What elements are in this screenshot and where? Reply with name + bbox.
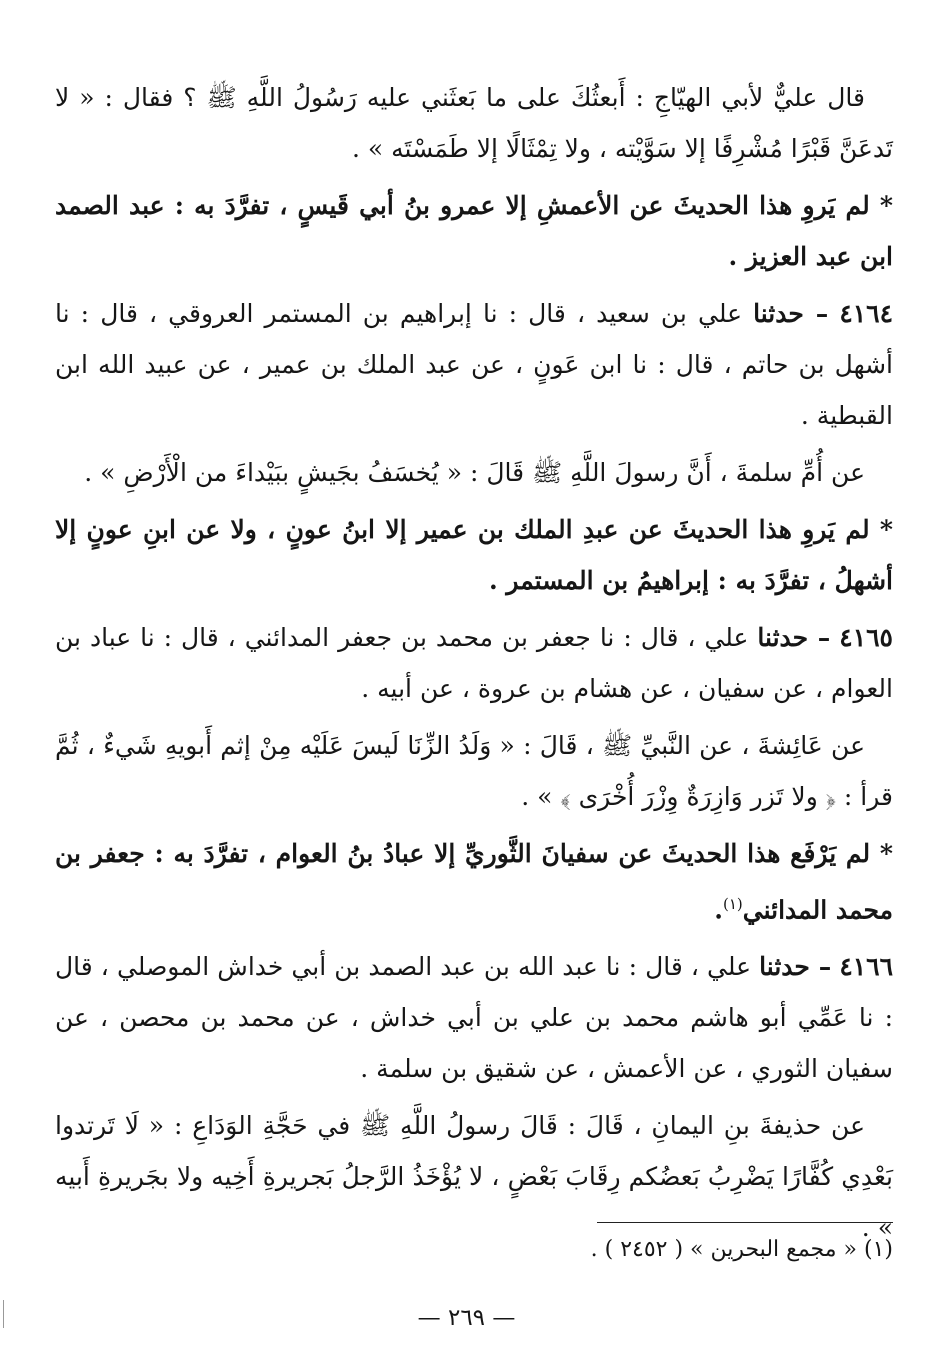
paragraph-hadith-4165 [55, 612, 893, 714]
hadith-lead: – حدثنا [759, 952, 832, 982]
commentary-end: . [714, 895, 723, 925]
paragraph-hadith-text: عن عَائِشةَ ، عن النَّبيِّ ﷺ ، قَالَ : « وَلَدُ الزِّنَا لَيسَ عَلَيْه مِنْ إثم أَبويهِ شَيءٌ ، ثُمَّ قرأ : ﴿ ولا تَزر وَازِرَةٌ وِزْرَ أُخْرَى ﴾ » . [55, 731, 893, 811]
footnote-divider [597, 1222, 893, 1223]
paragraph-hadith-text: قال عليٌّ لأبي الهيّاجِ : أَبعثُكَ على ما بَعثَني عليه رَسُولُ اللَّهِ ﷺ ؟ فقال : « لا تَدعَنَّ قَبْرًا مُشْرِفًا إلا سَوَّيْته ، ولا تِمْثَالًا إلا طَمَسْتَه » . [55, 83, 893, 163]
paragraph-hadith-text: عن أُمِّ سلمةَ ، أَنَّ رسولَ اللَّهِ ﷺ قَالَ : « يُخسَفُ بجَيشٍ ببَيْداءَ من الْأَرْضِ » . [84, 458, 865, 487]
hadith-number: ٤١٦٤ [839, 299, 894, 328]
paragraph-commentary: * لم يَروِ هذا الحديثَ عن عبدِ الملك بن عمير إلا ابنُ عونٍ ، ولا عن ابنِ عونٍ إلا أشهلُ ، تفرَّدَ به : إبراهيمُ بن المستمر . [55, 515, 893, 595]
hadith-isnad: علي ، قال : نا جعفر بن محمد بن جعفر المدائني ، قال : نا عباد بن العوام ، عن سفيان ، عن هشام بن عروة ، عن أبيه . [55, 623, 893, 703]
commentary-text: * لم يَرْفَع هذا الحديثَ عن سفيانَ الثَّوريِّ إلا عبادُ بنُ العوام ، تفرَّدَ به : جعفر بن محمد المدائني [55, 839, 893, 925]
page-number: — ٢٦٩ — [417, 1305, 516, 1331]
main-text [55, 72, 893, 1259]
paragraph-commentary [55, 828, 893, 935]
hadith-lead: – حدثنا [757, 623, 831, 652]
hadith-isnad: علي ، قال : نا عبد الله بن عبد الصمد بن أبي خداش الموصلي ، قال : نا عَمِّي أبو هاشم محمد بن علي بن أبي خداش ، عن محمد بن محصن ، عن سفيان الثوري ، عن الأعمش ، عن شقيق بن سلمة . [55, 952, 893, 1084]
hadith-lead: – حدثنا [753, 299, 829, 328]
paragraph-hadith-4166 [55, 941, 893, 1094]
hadith-isnad: علي بن سعيد ، قال : نا إبراهيم بن المستمر العروقي ، قال : نا أشهل بن حاتم ، قال : نا ابن عَونٍ ، عن عبد الملك بن عمير ، عن عبيد الله ابن القبطية . [55, 299, 893, 430]
hadith-number: ٤١٦٦ [839, 952, 894, 982]
footnote: (١) « مجمع البحرين » ( ٢٤٥٢ ) . [590, 1237, 893, 1262]
paragraph-hadith-text: عن حذيفةَ بنِ اليمانِ ، قَالَ : قَالَ رسولُ اللَّهِ ﷺ في حَجَّةِ الوَدَاعِ : « لَا تَرتدوا بَعْدِي كُفَّارًا يَضْرِبُ بَعضُكم رِقَابَ بَعْضٍ ، لا يُؤْخَذُ الرَّجلُ بَجريرةِ أَخِيه ولا بجَريرةِ أَبيه » . [55, 1111, 893, 1243]
footnote-reference: (١) [722, 895, 743, 913]
hadith-number: ٤١٦٥ [839, 623, 893, 652]
scan-edge-mark [3, 1300, 4, 1328]
paragraph-hadith-4164 [55, 288, 893, 441]
paragraph-commentary: * لم يَروِ هذا الحديثَ عن الأعمشِ إلا عمرو بنُ أبي قَيسٍ ، تفرَّدَ به : عبد الصمد ابن عبد العزيز . [55, 191, 893, 271]
